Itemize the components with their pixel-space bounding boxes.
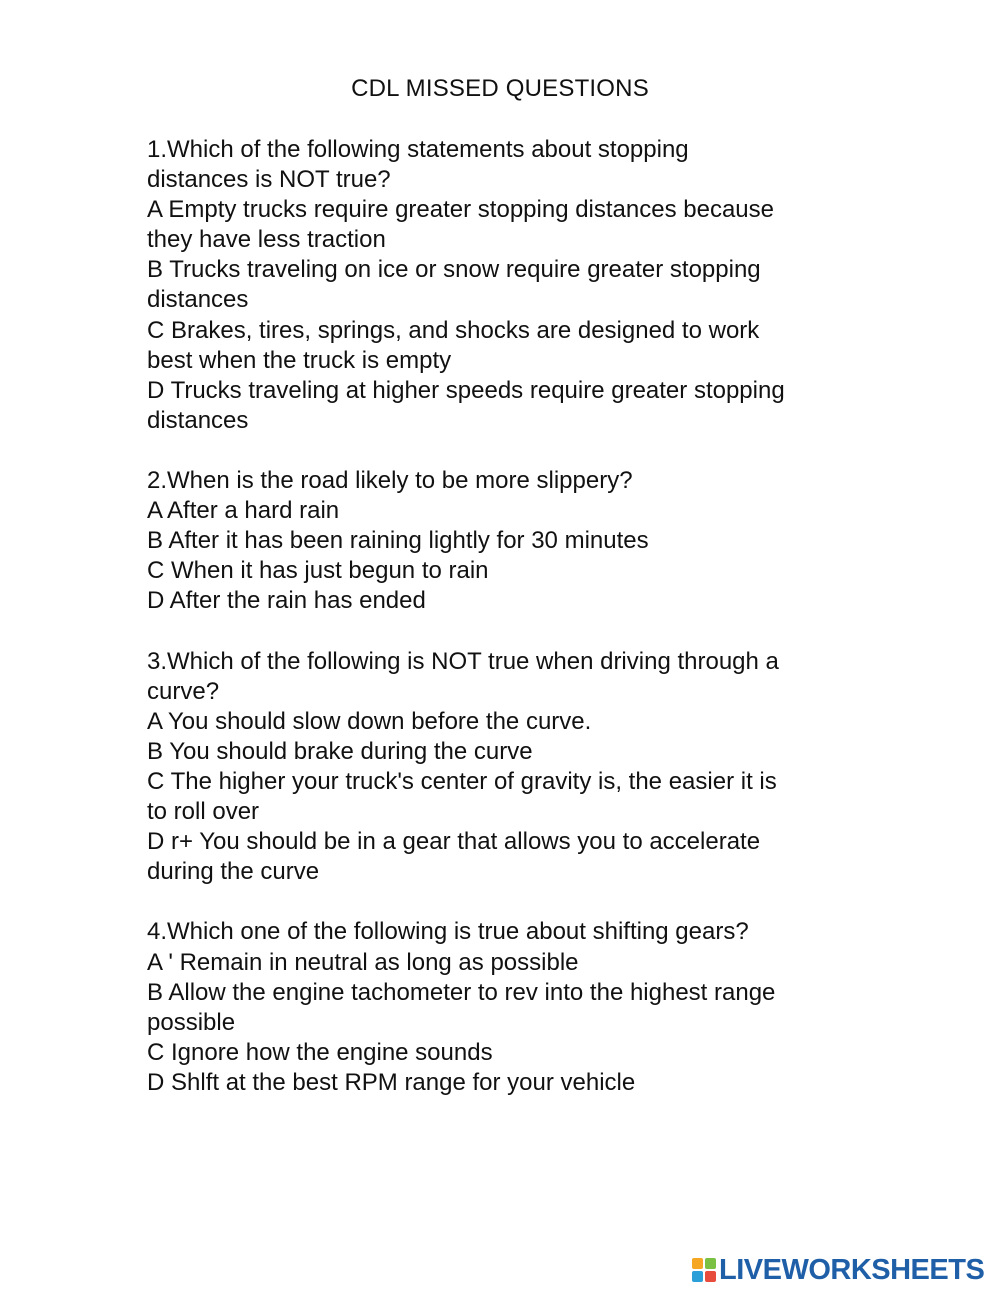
question-2-option-d: D After the rain has ended <box>147 587 426 615</box>
question-3 <box>147 647 857 888</box>
page-title: CDL MISSED QUESTIONS <box>351 75 649 102</box>
liveworksheets-logo-icon <box>692 1258 716 1282</box>
question-1-option-d: D Trucks traveling at higher speeds require greater stopping <box>147 376 785 404</box>
question-4-option-b: B Allow the engine tachometer to rev into the highest range <box>147 978 776 1006</box>
question-2-option-b: B After it has been raining lightly for 30 minutes <box>147 527 649 555</box>
question-3-line-1: 3.Which of the following is NOT true when driving through a <box>147 647 779 675</box>
question-1-option-c: C Brakes, tires, springs, and shocks are designed to work <box>147 316 760 344</box>
liveworksheets-brand <box>692 1255 984 1285</box>
question-3-option-d: D r+ You should be in a gear that allows you to accelerate <box>147 828 761 856</box>
question-1-option-a: A Empty trucks require greater stopping distances because <box>147 196 774 224</box>
brand-name: LIVEWORKSHEETS <box>719 1254 985 1286</box>
logo-tile-green <box>705 1258 716 1269</box>
question-3-option-c-cont: to roll over <box>147 798 260 826</box>
question-1-option-d-cont: distances <box>147 406 249 434</box>
question-4-option-a: A ' Remain in neutral as long as possible <box>147 948 579 976</box>
question-3-line-2: curve? <box>147 677 220 705</box>
question-3-option-c: C The higher your truck's center of gravity is, the easier it is <box>147 767 777 795</box>
question-1-option-c-cont: best when the truck is empty <box>147 346 452 374</box>
logo-tile-red <box>705 1271 716 1282</box>
question-4-option-c: C Ignore how the engine sounds <box>147 1038 493 1066</box>
question-3-option-a: A You should slow down before the curve. <box>147 707 592 735</box>
question-4-line-1: 4.Which one of the following is true about shifting gears? <box>147 918 749 946</box>
question-4-option-d: D Shlft at the best RPM range for your vehicle <box>147 1068 636 1096</box>
question-1-line-2: distances is NOT true? <box>147 166 391 194</box>
question-2-line-1: 2.When is the road likely to be more slippery? <box>147 467 633 495</box>
question-4 <box>147 917 857 1098</box>
question-3-option-b: B You should brake during the curve <box>147 737 533 765</box>
question-2-option-a: A After a hard rain <box>147 497 340 525</box>
question-1-line-1: 1.Which of the following statements about stopping <box>147 136 689 163</box>
question-2-option-c: C When it has just begun to rain <box>147 557 489 585</box>
question-1-option-b-cont: distances <box>147 286 249 314</box>
question-2 <box>147 466 857 616</box>
question-4-option-b-cont: possible <box>147 1008 236 1036</box>
question-1 <box>147 135 857 436</box>
logo-tile-blue <box>692 1271 703 1282</box>
question-1-option-a-cont: they have less traction <box>147 226 386 254</box>
question-3-option-d-cont: during the curve <box>147 858 320 886</box>
question-list <box>147 135 857 1128</box>
logo-tile-orange <box>692 1258 703 1269</box>
question-1-option-b: B Trucks traveling on ice or snow require greater stopping <box>147 256 761 284</box>
